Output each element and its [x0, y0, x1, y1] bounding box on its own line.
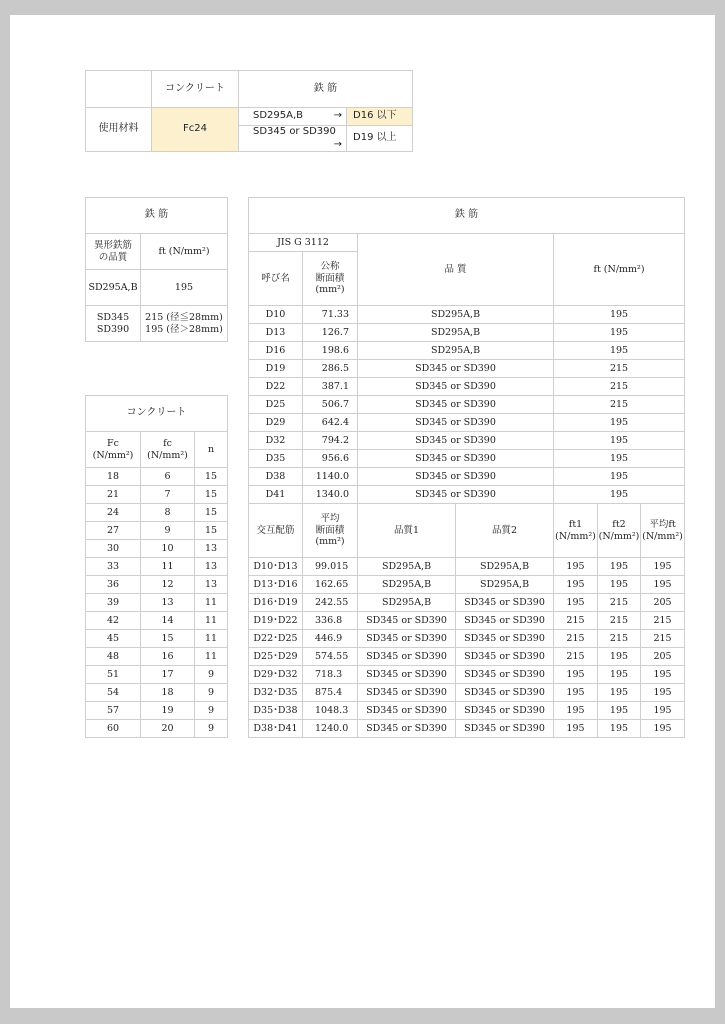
ft1-cell: 195	[554, 576, 598, 594]
concrete-title: コンクリート	[86, 396, 228, 432]
table-row	[249, 360, 685, 378]
quality2-cell: SD345 or SD390	[456, 594, 554, 612]
avg-area-cell: 242.55	[303, 594, 358, 612]
ft-cell: 195	[554, 342, 685, 360]
header-n: n	[195, 432, 228, 468]
pair-cell: D22･D25	[249, 630, 303, 648]
Fc-cell: 24	[86, 504, 141, 522]
grade-cell: SD295A,B	[86, 270, 141, 306]
quality-cell: SD345 or SD390	[358, 396, 554, 414]
Fc-cell: 36	[86, 576, 141, 594]
bar-name-cell: D25	[249, 396, 303, 414]
Fc-cell: 21	[86, 486, 141, 504]
alt-header-cell: 品質2	[456, 504, 554, 558]
materials-table	[85, 70, 413, 152]
ft1-cell: 195	[554, 720, 598, 738]
quality2-cell: SD345 or SD390	[456, 666, 554, 684]
quality2-cell: SD345 or SD390	[456, 612, 554, 630]
grade-cell: SD345 SD390	[86, 306, 141, 342]
ft2-cell: 195	[598, 558, 641, 576]
table-row	[249, 396, 685, 414]
ft-cell: 195	[554, 324, 685, 342]
fc-cell: 19	[141, 702, 195, 720]
ft-cell: 195	[554, 450, 685, 468]
table-row	[249, 558, 685, 576]
fc-cell: 10	[141, 540, 195, 558]
fc-cell: 13	[141, 594, 195, 612]
table-row	[249, 414, 685, 432]
ft2-cell: 195	[598, 720, 641, 738]
fc-cell: 20	[141, 720, 195, 738]
ft-cell: 215	[554, 360, 685, 378]
table-row	[86, 612, 228, 630]
avg-area-cell: 875.4	[303, 684, 358, 702]
avg-area-cell: 718.3	[303, 666, 358, 684]
n-cell: 9	[195, 720, 228, 738]
fc-cell: 17	[141, 666, 195, 684]
Fc-cell: 30	[86, 540, 141, 558]
table-row	[86, 630, 228, 648]
ft-cell: 195	[554, 486, 685, 504]
bar-name-cell: D29	[249, 414, 303, 432]
bars-title: 鉄 筋	[249, 198, 685, 234]
table-row	[249, 684, 685, 702]
table-row	[86, 720, 228, 738]
header-Fc: Fc (N/mm²)	[86, 432, 141, 468]
pair-cell: D10･D13	[249, 558, 303, 576]
table-row	[249, 324, 685, 342]
quality2-cell: SD345 or SD390	[456, 720, 554, 738]
fc-cell: 14	[141, 612, 195, 630]
area-cell: 126.7	[303, 324, 358, 342]
quality1-cell: SD295A,B	[358, 594, 456, 612]
avg-ft-cell: 195	[641, 720, 685, 738]
avg-ft-cell: 195	[641, 558, 685, 576]
fc-cell: 7	[141, 486, 195, 504]
area-cell: 198.6	[303, 342, 358, 360]
Fc-cell: 57	[86, 702, 141, 720]
table-row	[249, 594, 685, 612]
ft2-cell: 215	[598, 594, 641, 612]
bar-name-cell: D19	[249, 360, 303, 378]
alt-header-cell: 平均 断面積 (mm²)	[303, 504, 358, 558]
avg-ft-cell: 195	[641, 666, 685, 684]
header-ft: ft (N/mm²)	[141, 234, 228, 270]
area-cell: 1340.0	[303, 486, 358, 504]
ft1-cell: 195	[554, 702, 598, 720]
area-cell: 642.4	[303, 414, 358, 432]
table-row	[249, 576, 685, 594]
ft2-cell: 215	[598, 630, 641, 648]
table-row	[86, 468, 228, 486]
Fc-cell: 42	[86, 612, 141, 630]
area-cell: 956.6	[303, 450, 358, 468]
table-row	[86, 558, 228, 576]
header-blank	[86, 71, 152, 108]
table-row	[86, 648, 228, 666]
ft-cell: 215 (径≦28mm) 195 (径＞28mm)	[141, 306, 228, 342]
header-quality: 品 質	[358, 234, 554, 306]
n-cell: 9	[195, 702, 228, 720]
concrete-grade: Fc24	[152, 108, 239, 152]
Fc-cell: 45	[86, 630, 141, 648]
bar-name-cell: D32	[249, 432, 303, 450]
n-cell: 11	[195, 630, 228, 648]
table-row	[86, 594, 228, 612]
header-concrete: コンクリート	[152, 71, 239, 108]
quality2-cell: SD345 or SD390	[456, 702, 554, 720]
avg-area-cell: 336.8	[303, 612, 358, 630]
table-row	[86, 540, 228, 558]
table-row	[86, 666, 228, 684]
quality1-cell: SD345 or SD390	[358, 684, 456, 702]
table-row	[249, 378, 685, 396]
avg-area-cell: 99.015	[303, 558, 358, 576]
rebar-limit-1: D16 以下	[347, 108, 413, 126]
ft-cell: 195	[554, 468, 685, 486]
fc-cell: 11	[141, 558, 195, 576]
fc-cell: 9	[141, 522, 195, 540]
pair-cell: D35･D38	[249, 702, 303, 720]
bar-name-cell: D10	[249, 306, 303, 324]
concrete-table	[85, 395, 228, 738]
quality2-cell: SD345 or SD390	[456, 684, 554, 702]
header-rebar: 鉄 筋	[239, 71, 413, 108]
n-cell: 15	[195, 468, 228, 486]
Fc-cell: 48	[86, 648, 141, 666]
n-cell: 13	[195, 576, 228, 594]
table-row	[249, 720, 685, 738]
table-row	[249, 306, 685, 324]
area-cell: 506.7	[303, 396, 358, 414]
rebar-ft-table	[85, 197, 228, 342]
ft-cell: 195	[554, 432, 685, 450]
alt-header-cell: 平均ft (N/mm²)	[641, 504, 685, 558]
table-row	[249, 432, 685, 450]
area-cell: 794.2	[303, 432, 358, 450]
table-row	[249, 342, 685, 360]
quality1-cell: SD345 or SD390	[358, 612, 456, 630]
fc-cell: 15	[141, 630, 195, 648]
table-row	[86, 504, 228, 522]
avg-area-cell: 1048.3	[303, 702, 358, 720]
ft-cell: 215	[554, 378, 685, 396]
Fc-cell: 27	[86, 522, 141, 540]
avg-ft-cell: 215	[641, 612, 685, 630]
alt-header-cell: ft1 (N/mm²)	[554, 504, 598, 558]
ft1-cell: 195	[554, 666, 598, 684]
quality1-cell: SD345 or SD390	[358, 666, 456, 684]
n-cell: 15	[195, 504, 228, 522]
avg-ft-cell: 195	[641, 684, 685, 702]
area-cell: 71.33	[303, 306, 358, 324]
quality-cell: SD295A,B	[358, 324, 554, 342]
quality-cell: SD345 or SD390	[358, 360, 554, 378]
pair-cell: D25･D29	[249, 648, 303, 666]
header-ft: ft (N/mm²)	[554, 234, 685, 306]
standard-label: JIS G 3112	[249, 234, 358, 252]
area-cell: 1140.0	[303, 468, 358, 486]
quality-cell: SD295A,B	[358, 342, 554, 360]
quality1-cell: SD295A,B	[358, 558, 456, 576]
pair-cell: D13･D16	[249, 576, 303, 594]
bar-name-cell: D16	[249, 342, 303, 360]
pair-cell: D16･D19	[249, 594, 303, 612]
avg-area-cell: 162.65	[303, 576, 358, 594]
table-row	[86, 522, 228, 540]
ft-cell: 195	[141, 270, 228, 306]
pair-cell: D29･D32	[249, 666, 303, 684]
table-row	[86, 576, 228, 594]
table-row	[249, 702, 685, 720]
avg-ft-cell: 215	[641, 630, 685, 648]
quality-cell: SD345 or SD390	[358, 432, 554, 450]
bar-name-cell: D41	[249, 486, 303, 504]
ft1-cell: 195	[554, 684, 598, 702]
alt-header-cell: 品質1	[358, 504, 456, 558]
n-cell: 11	[195, 648, 228, 666]
quality1-cell: SD345 or SD390	[358, 630, 456, 648]
fc-cell: 8	[141, 504, 195, 522]
ft-cell: 195	[554, 414, 685, 432]
bar-name-cell: D35	[249, 450, 303, 468]
quality2-cell: SD295A,B	[456, 558, 554, 576]
ft2-cell: 195	[598, 702, 641, 720]
quality-cell: SD345 or SD390	[358, 468, 554, 486]
quality1-cell: SD345 or SD390	[358, 720, 456, 738]
avg-ft-cell: 195	[641, 702, 685, 720]
avg-ft-cell: 195	[641, 576, 685, 594]
ft1-cell: 215	[554, 648, 598, 666]
table-row	[249, 450, 685, 468]
rebar-grade-2: SD345 or SD390 →	[239, 126, 347, 152]
ft1-cell: 215	[554, 630, 598, 648]
ft1-cell: 195	[554, 558, 598, 576]
table-row	[249, 666, 685, 684]
table-row	[86, 486, 228, 504]
ft-cell: 215	[554, 396, 685, 414]
rebar-ft-title: 鉄 筋	[86, 198, 228, 234]
rebar-grade-1: SD295A,B →	[239, 108, 347, 126]
header-fc: fc (N/mm²)	[141, 432, 195, 468]
quality1-cell: SD295A,B	[358, 576, 456, 594]
quality-cell: SD345 or SD390	[358, 378, 554, 396]
bar-name-cell: D22	[249, 378, 303, 396]
Fc-cell: 54	[86, 684, 141, 702]
avg-ft-cell: 205	[641, 594, 685, 612]
header-name: 呼び名	[249, 252, 303, 306]
alt-header-cell: 交互配筋	[249, 504, 303, 558]
quality1-cell: SD345 or SD390	[358, 702, 456, 720]
ft2-cell: 195	[598, 666, 641, 684]
ft2-cell: 195	[598, 684, 641, 702]
quality-cell: SD345 or SD390	[358, 450, 554, 468]
n-cell: 15	[195, 486, 228, 504]
quality2-cell: SD295A,B	[456, 576, 554, 594]
header-area: 公称 断面積 (mm²)	[303, 252, 358, 306]
avg-area-cell: 446.9	[303, 630, 358, 648]
alt-header-row	[249, 504, 685, 558]
fc-cell: 6	[141, 468, 195, 486]
fc-cell: 18	[141, 684, 195, 702]
quality2-cell: SD345 or SD390	[456, 648, 554, 666]
quality-cell: SD345 or SD390	[358, 414, 554, 432]
n-cell: 9	[195, 684, 228, 702]
pair-cell: D32･D35	[249, 684, 303, 702]
n-cell: 11	[195, 612, 228, 630]
quality-cell: SD295A,B	[358, 306, 554, 324]
Fc-cell: 18	[86, 468, 141, 486]
ft2-cell: 215	[598, 612, 641, 630]
area-cell: 387.1	[303, 378, 358, 396]
n-cell: 13	[195, 558, 228, 576]
pair-cell: D19･D22	[249, 612, 303, 630]
Fc-cell: 33	[86, 558, 141, 576]
table-row	[249, 630, 685, 648]
ft1-cell: 195	[554, 594, 598, 612]
rebar-limit-2: D19 以上	[347, 126, 413, 152]
Fc-cell: 60	[86, 720, 141, 738]
row-label: 使用材料	[86, 108, 152, 152]
alt-header-cell: ft2 (N/mm²)	[598, 504, 641, 558]
ft2-cell: 195	[598, 576, 641, 594]
quality2-cell: SD345 or SD390	[456, 630, 554, 648]
bar-sizes-table	[248, 197, 685, 738]
avg-ft-cell: 205	[641, 648, 685, 666]
avg-area-cell: 574.55	[303, 648, 358, 666]
quality-cell: SD345 or SD390	[358, 486, 554, 504]
fc-cell: 12	[141, 576, 195, 594]
table-row	[249, 612, 685, 630]
table-row	[249, 486, 685, 504]
table-row	[86, 702, 228, 720]
n-cell: 11	[195, 594, 228, 612]
quality1-cell: SD345 or SD390	[358, 648, 456, 666]
ft2-cell: 195	[598, 648, 641, 666]
pair-cell: D38･D41	[249, 720, 303, 738]
table-row	[249, 468, 685, 486]
Fc-cell: 51	[86, 666, 141, 684]
table-row	[249, 648, 685, 666]
n-cell: 9	[195, 666, 228, 684]
header-grade: 異形鉄筋 の品質	[86, 234, 141, 270]
ft-cell: 195	[554, 306, 685, 324]
bar-name-cell: D38	[249, 468, 303, 486]
n-cell: 15	[195, 522, 228, 540]
avg-area-cell: 1240.0	[303, 720, 358, 738]
bar-name-cell: D13	[249, 324, 303, 342]
fc-cell: 16	[141, 648, 195, 666]
area-cell: 286.5	[303, 360, 358, 378]
table-row	[86, 684, 228, 702]
n-cell: 13	[195, 540, 228, 558]
Fc-cell: 39	[86, 594, 141, 612]
ft1-cell: 215	[554, 612, 598, 630]
